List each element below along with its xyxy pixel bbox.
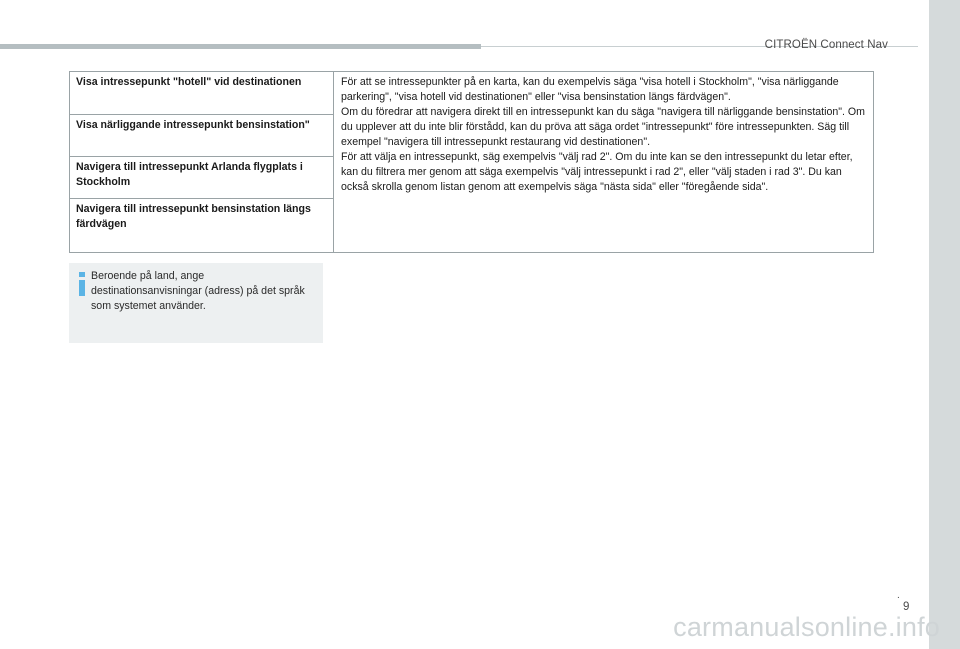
voice-command-cell: Visa närliggande intressepunkt bensinstation": [70, 115, 334, 157]
continuation-marker: .: [897, 590, 900, 601]
voice-commands-table: [69, 71, 874, 253]
running-header-title: CITROËN Connect Nav: [764, 39, 888, 51]
command-description-text: För att se intressepunkter på en karta, kan du exempelvis säga "visa hotell i Stockholm", "visa närliggande parkering", "visa hotell vid destinationen" eller "visa bensinstation längs färdvägen". Om du föredrar att navigera direkt till en intressepunkt kan du säga "navigera till närliggande bensinstation". Om du upplever att du inte blir förstådd, kan du pröva att säga ordet "intressepunkt" före intressepunkten. Säg till exempel "navigera till intressepunkt restaurang vid destinationen". För att välja en intressepunkt, säg exempelvis "välj rad 2". Om du inte kan se den intressepunkt du letar efter, kan du filtrera mer genom att säga exempelvis "välj intressepunkt i rad 2", eller "välj staden i rad 3". Du kan också skrolla genom listan genom att exempelvis säga "nästa sida" eller "föregående sida".: [341, 76, 865, 193]
page-number: 9: [903, 601, 910, 613]
voice-command-cell: Navigera till intressepunkt Arlanda flygplats i Stockholm: [70, 157, 334, 199]
voice-command-cell: Navigera till intressepunkt bensinstation längs färdvägen: [70, 199, 334, 253]
watermark: carmanualsonline.info: [673, 612, 940, 642]
info-icon: [79, 272, 85, 296]
command-description-cell: [334, 72, 874, 253]
page-edge-strip: [929, 0, 960, 649]
header-rule-dark: [0, 44, 481, 49]
info-note: [69, 263, 323, 343]
voice-command-cell: Visa intressepunkt "hotell" vid destinationen: [70, 72, 334, 115]
table-row: [70, 72, 874, 115]
info-note-text: Beroende på land, ange destinationsanvisningar (adress) på det språk som systemet använder.: [91, 270, 305, 312]
